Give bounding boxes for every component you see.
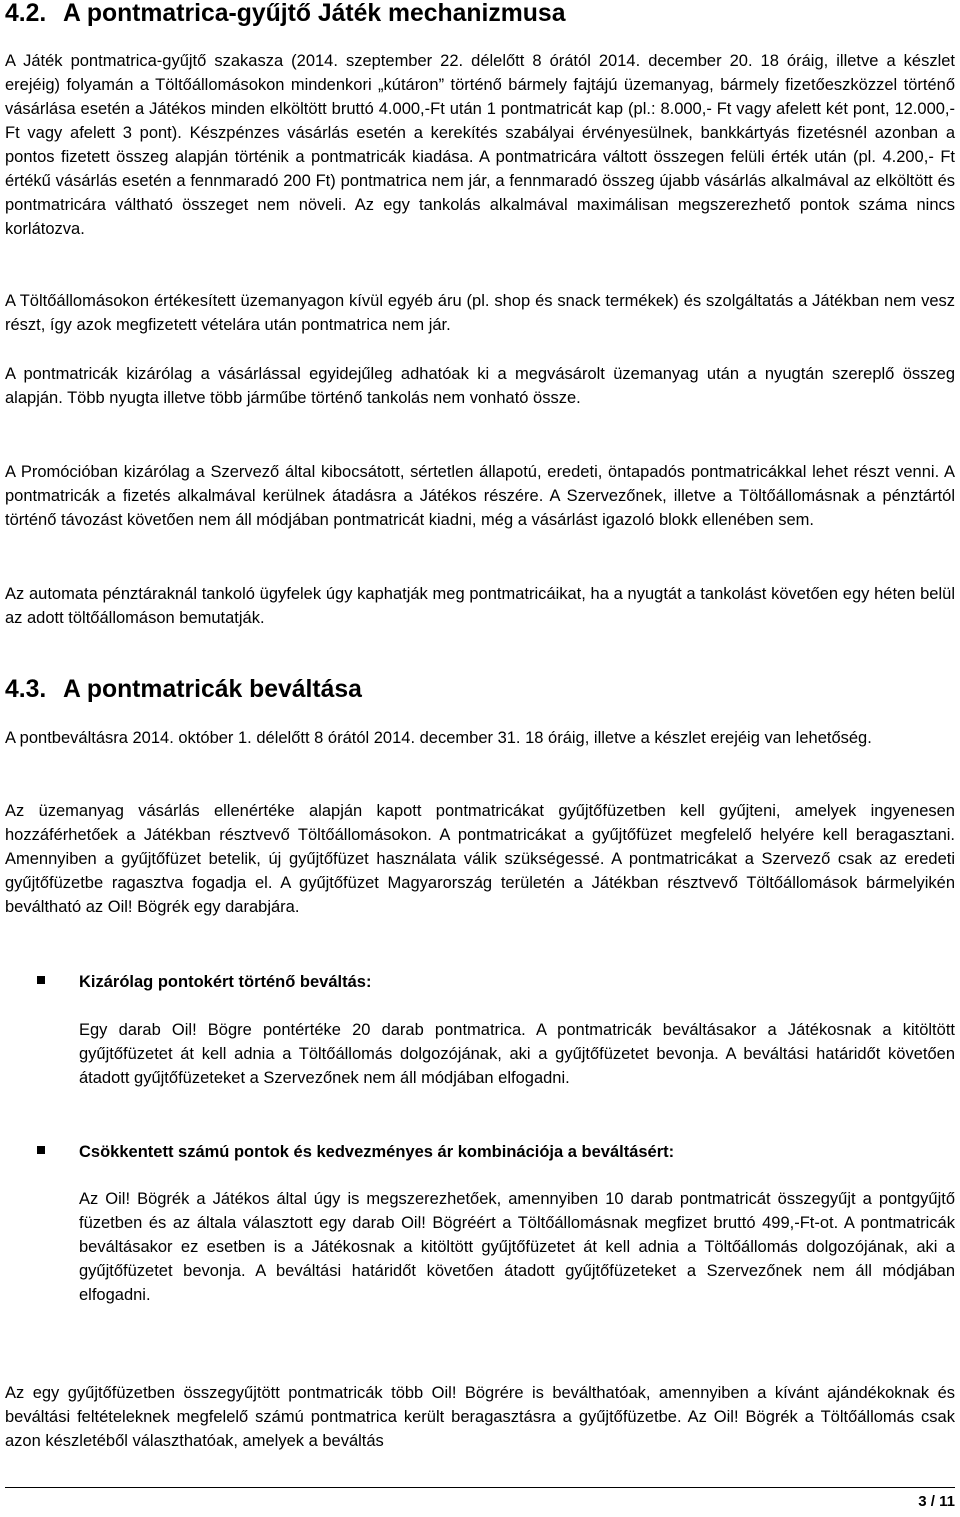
section-heading-4-2 — [5, 2, 955, 26]
section-title: A pontmatrica-gyűjtő Játék mechanizmusa — [63, 0, 566, 27]
paragraph-original-stickers: A Promócióban kizárólag a Szervező által kibocsátott, sértetlen állapotú, eredeti, öntapadós pontmatricákkal lehet részt venni. A pontmatricák a fizetés alkalmával kerülnek átadásra a Játékos részére. A Szervezőnek, illetve a Töltőállomásnak a pénztártól történő távozást követően nem áll módjában pontmatricát kiadni, még a vásárlást igazoló blokk ellenében sem. — [5, 463, 955, 529]
paragraph-redemption-period: A pontbeváltásra 2014. október 1. délelőtt 8 órától 2014. december 31. 18 óráig, illetve a készlet erejéig van lehetőség. — [5, 729, 872, 747]
footer-divider — [5, 1487, 955, 1488]
paragraph-point-collection: A Játék pontmatrica-gyűjtő szakasza (2014. szeptember 22. délelőtt 8 órától 2014. december 20. 18 óráig, illetve a készlet erejéig) folyamán a Töltőállomásokon mindenkori „kútáron” történő bármely fajtájú üzemanyag, bármely fizetőeszközzel történő vásárlása esetén a Játékos minden elköltött bruttó 4.000,-Ft után 1 pontmatricát kap (pl.: 8.000,- Ft vagy afelett két pont, 12.000,- Ft vagy afelett 3 pont). Készpénzes vásárlás esetén a kerekítés szabályai érvényesülnek, bankkártyás fizetésnél azonban a pontos fizetett összeg alapján történik a pontmatricák kiadása. A pontmatricára váltott összegen felüli érték után (pl. 4.200,- Ft értékű vásárlás esetén a fennmaradó 200 Ft) pontmatrica nem jár, a fennmaradó összeg újabb vásárlás alkalmával az elköltött és pontmatricára váltható összeget nem növeli. Az egy tankolás alkalmával maximálisan megszerezhető pontok száma nincs korlátozva. — [5, 52, 955, 238]
paragraph-automatic-pay: Az automata pénztáraknál tankoló ügyfelek úgy kaphatják meg pontmatricáikat, ha a nyugtát a tankolást követően egy héten belül az adott töltőállomáson bemutatják. — [5, 585, 955, 627]
section-number: 4.3. — [5, 676, 47, 703]
bullet-points-only — [37, 970, 937, 994]
bullet-square-icon — [37, 976, 45, 984]
paragraph-receipt-rules: A pontmatricák kizárólag a vásárlással egyidejűleg adhatóak ki a megvásárolt üzemanyag után a nyugtán szereplő összeg alapján. Több nyugta illetve több járműbe történő tankolás nem vonható össze. — [5, 365, 955, 407]
bullet-reduced-points — [37, 1140, 937, 1164]
paragraph-collection-booklet: Az üzemanyag vásárlás ellenértéke alapján kapott pontmatricákat gyűjtőfüzetben kell gyűjteni, amelyek ingyenesen hozzáférhetőek a Játékban résztvevő Töltőállomásokon. A pontmatricákat a gyűjtőfüzet megfelelő helyére kell beragasztani. Amennyiben a gyűjtőfüzet betelik, új gyűjtőfüzet használata válik szükségessé. A pontmatricákat a Szervező csak az eredeti gyűjtőfüzetbe ragasztva fogadja el. A gyűjtőfüzet Magyarország területén a Játékban résztvevő Töltőállomások bármelyikén beváltható az Oil! Bögrék egy darabjára. — [5, 802, 955, 916]
bullet-title: Csökkentett számú pontok és kedvezményes ár kombinációja a beváltásért: — [79, 1143, 675, 1161]
section-number: 4.2. — [5, 0, 47, 27]
paragraph-excluded-goods: A Töltőállomásokon értékesített üzemanyagon kívül egyéb áru (pl. shop és snack termékek) és szolgáltatás a Játékban nem vesz részt, így azok megfizetett vételára után pontmatrica nem jár. — [5, 292, 955, 334]
section-heading-4-3 — [5, 678, 955, 702]
bullet-square-icon — [37, 1146, 45, 1154]
section-title: A pontmatricák beváltása — [63, 676, 362, 703]
paragraph-multiple-mugs: Az egy gyűjtőfüzetben összegyűjtött pontmatricák több Oil! Bögrére is beválthatóak, amennyiben a kívánt ajándékoknak és beváltási feltételeknek megfelelő számú pontmatrica került beragasztásra a gyűjtőfüzetbe. Az Oil! Bögrék a Töltőállomás csak azon készletéből választhatóak, amelyek a beváltás — [5, 1384, 955, 1450]
bullet-title: Kizárólag pontokért történő beváltás: — [79, 973, 372, 991]
page-number: 3 / 11 — [918, 1493, 955, 1510]
bullet-reduced-points-text: Az Oil! Bögrék a Játékos által úgy is megszerezhetőek, amennyiben 10 darab pontmatricát összegyűjt a pontgyűjtő füzetben és az általa választott egy darab Oil! Bögréért a Töltőállomásnak megfizet bruttó 499,-Ft-ot. A pontmatricák beváltásakor ez esetben is a Játékosnak a kitöltött gyűjtőfüzetet át kell adnia a Töltőállomás dolgozójának, aki a gyűjtőfüzetet bevonja. A beváltási határidőt követően átadott gyűjtőfüzeteket a Szervezőnek nem áll módjában elfogadni. — [79, 1190, 955, 1304]
bullet-points-only-text: Egy darab Oil! Bögre pontértéke 20 darab pontmatrica. A pontmatricák beváltásakor a Játékosnak a kitöltött gyűjtőfüzetet át kell adnia a Töltőállomás dolgozójának, aki a gyűjtőfüzetet bevonja. A beváltási határidőt követően átadott gyűjtőfüzeteket a Szervezőnek nem áll módjában elfogadni. — [79, 1021, 955, 1087]
